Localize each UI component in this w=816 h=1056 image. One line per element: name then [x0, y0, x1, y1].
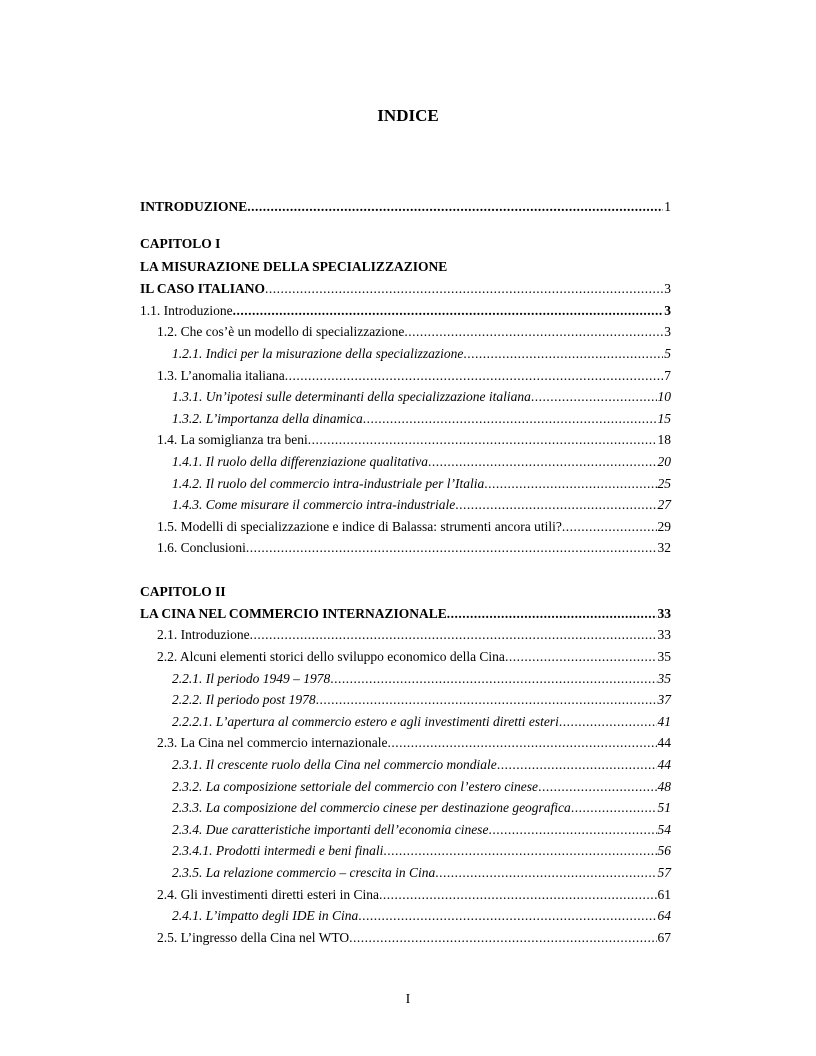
- dot-leader: [246, 538, 657, 558]
- toc-label: 1.4.3. Come misurare il commercio intra-industriale: [172, 497, 456, 512]
- dot-leader: [285, 366, 664, 386]
- page-title: INDICE: [377, 106, 439, 125]
- toc-label: 2.3.1. Il crescente ruolo della Cina nel commercio mondiale: [172, 757, 497, 772]
- toc-entry[interactable]: [172, 755, 671, 775]
- toc-page: 35: [657, 671, 671, 686]
- toc-label: 1.3. L’anomalia italiana: [157, 368, 285, 383]
- toc-entry[interactable]: [157, 538, 671, 558]
- toc-entry[interactable]: [157, 885, 671, 905]
- dot-leader: [455, 495, 656, 515]
- toc-page: 27: [657, 497, 671, 512]
- toc-entry[interactable]: [172, 777, 671, 797]
- toc-label: 2.3.3. La composizione del commercio cinese per destinazione geografica: [172, 800, 571, 815]
- toc-page: 51: [657, 800, 671, 815]
- toc-page: 25: [657, 476, 671, 491]
- dot-leader: [316, 690, 657, 710]
- toc-page: 48: [657, 779, 671, 794]
- toc-label: 1.1. Introduzione: [140, 303, 233, 318]
- dot-leader: [233, 301, 664, 321]
- toc-page: 64: [657, 908, 671, 923]
- toc-label: 1.3.1. Un’ipotesi sulle determinanti della specializzazione italiana: [172, 389, 531, 404]
- toc-page: 29: [657, 519, 671, 534]
- toc-entry[interactable]: [172, 820, 671, 840]
- toc-label: INTRODUZIONE: [140, 199, 248, 214]
- dot-leader: [571, 798, 657, 818]
- toc-page: 61: [657, 887, 671, 902]
- toc-entry[interactable]: [172, 344, 671, 364]
- dot-leader: [505, 647, 657, 667]
- chapter-1-heading: CAPITOLO I: [140, 236, 221, 251]
- toc-page: 10: [657, 389, 671, 404]
- dot-leader: [488, 820, 656, 840]
- toc-entry[interactable]: [172, 409, 671, 429]
- toc-entry[interactable]: [172, 387, 671, 407]
- toc-label: 1.5. Modelli di specializzazione e indice di Balassa: strumenti ancora utili?: [157, 519, 562, 534]
- toc-entry[interactable]: [157, 647, 671, 667]
- toc-page: 18: [657, 432, 671, 447]
- toc-label: 2.3.4.1. Prodotti intermedi e beni finali: [172, 843, 384, 858]
- toc-entry[interactable]: [157, 366, 671, 386]
- toc-entry[interactable]: [172, 798, 671, 818]
- toc-label: 1.4.2. Il ruolo del commercio intra-industriale per l’Italia: [172, 476, 485, 491]
- toc-entry[interactable]: [172, 712, 671, 732]
- toc-entry-introduzione[interactable]: [140, 197, 671, 217]
- dot-leader: [531, 387, 657, 407]
- toc-label: 2.4.1. L’impatto degli IDE in Cina: [172, 908, 359, 923]
- toc-page: 67: [657, 930, 671, 945]
- toc-label: 1.4.1. Il ruolo della differenziazione qualitativa: [172, 454, 428, 469]
- dot-leader: [379, 885, 657, 905]
- dot-leader: [349, 928, 656, 948]
- toc-entry[interactable]: [157, 322, 671, 342]
- toc-label: 2.5. L’ingresso della Cina nel WTO: [157, 930, 350, 945]
- toc-page: 44: [657, 735, 671, 750]
- dot-leader: [559, 712, 657, 732]
- toc-label: IL CASO ITALIANO: [140, 281, 266, 296]
- toc-entry-chapter-2[interactable]: [140, 604, 671, 624]
- dot-leader: [358, 906, 656, 926]
- toc-entry[interactable]: [157, 625, 671, 645]
- toc-label: 2.1. Introduzione: [157, 627, 250, 642]
- toc-page: 5: [664, 346, 671, 361]
- dot-leader: [383, 841, 656, 861]
- page-number: I: [405, 992, 411, 1007]
- toc-label: 2.3.5. La relazione commercio – crescita in Cina: [172, 865, 436, 880]
- toc-entry[interactable]: [172, 690, 671, 710]
- dot-leader: [538, 777, 656, 797]
- toc-entry[interactable]: [172, 863, 671, 883]
- toc-label: LA CINA NEL COMMERCIO INTERNAZIONALE: [140, 606, 447, 621]
- toc-label: 2.2. Alcuni elementi storici dello sviluppo economico della Cina: [157, 649, 505, 664]
- toc-page: 15: [657, 411, 671, 426]
- dot-leader: [247, 197, 663, 217]
- toc-entry[interactable]: [140, 301, 671, 321]
- toc-label: 2.2.2. Il periodo post 1978: [172, 692, 316, 707]
- toc-entry-chapter-1[interactable]: [140, 279, 671, 299]
- toc-page: 44: [657, 757, 671, 772]
- toc-entry[interactable]: [172, 906, 671, 926]
- toc-entry[interactable]: [172, 669, 671, 689]
- toc-label: 2.3.4. Due caratteristiche importanti dell’economia cinese: [172, 822, 489, 837]
- toc-entry[interactable]: [172, 495, 671, 515]
- toc-label: 1.2.1. Indici per la misurazione della specializzazione: [172, 346, 464, 361]
- toc-page: 3: [664, 303, 671, 318]
- toc-entry[interactable]: [157, 430, 671, 450]
- dot-leader: [388, 733, 657, 753]
- toc-page: 41: [657, 714, 671, 729]
- chapter-1-subheading: LA MISURAZIONE DELLA SPECIALIZZAZIONE: [140, 259, 448, 274]
- dot-leader: [435, 863, 656, 883]
- toc-page: 7: [664, 368, 671, 383]
- toc-entry[interactable]: [157, 733, 671, 753]
- dot-leader: [250, 625, 657, 645]
- toc-label: 2.2.2.1. L’apertura al commercio estero e agli investimenti diretti esteri: [172, 714, 559, 729]
- dot-leader: [330, 669, 656, 689]
- toc-page: 3: [664, 324, 671, 339]
- toc-page: 32: [657, 540, 671, 555]
- dot-leader: [308, 430, 657, 450]
- toc-label: 2.4. Gli investimenti diretti esteri in Cina: [157, 887, 379, 902]
- toc-entry[interactable]: [172, 841, 671, 861]
- toc-entry[interactable]: [172, 474, 671, 494]
- toc-page: 56: [657, 843, 671, 858]
- toc-entry[interactable]: [157, 928, 671, 948]
- toc-page: 33: [657, 627, 671, 642]
- toc-label: 2.2.1. Il periodo 1949 – 1978: [172, 671, 331, 686]
- dot-leader: [447, 604, 657, 624]
- toc-label: 2.3. La Cina nel commercio internazionale: [157, 735, 388, 750]
- dot-leader: [363, 409, 657, 429]
- toc-label: 1.6. Conclusioni: [157, 540, 246, 555]
- toc-page: 20: [657, 454, 671, 469]
- toc-entry[interactable]: [172, 452, 671, 472]
- dot-leader: [428, 452, 657, 472]
- dot-leader: [484, 474, 656, 494]
- dot-leader: [265, 279, 663, 299]
- dot-leader: [562, 517, 657, 537]
- toc-page: 37: [657, 692, 671, 707]
- toc-page: 35: [657, 649, 671, 664]
- toc-page: 33: [657, 606, 671, 621]
- toc-page: 3: [664, 281, 671, 296]
- toc-page: 57: [657, 865, 671, 880]
- toc-label: 2.3.2. La composizione settoriale del commercio con l’estero cinese: [172, 779, 539, 794]
- dot-leader: [497, 755, 657, 775]
- toc-entry[interactable]: [157, 517, 671, 537]
- dot-leader: [404, 322, 663, 342]
- toc-label: 1.3.2. L’importanza della dinamica: [172, 411, 363, 426]
- toc-page: 1: [664, 199, 671, 214]
- toc-page: 54: [657, 822, 671, 837]
- chapter-2-heading: CAPITOLO II: [140, 584, 226, 599]
- toc-label: 1.4. La somiglianza tra beni: [157, 432, 308, 447]
- dot-leader: [463, 344, 663, 364]
- toc-label: 1.2. Che cos’è un modello di specializzazione: [157, 324, 405, 339]
